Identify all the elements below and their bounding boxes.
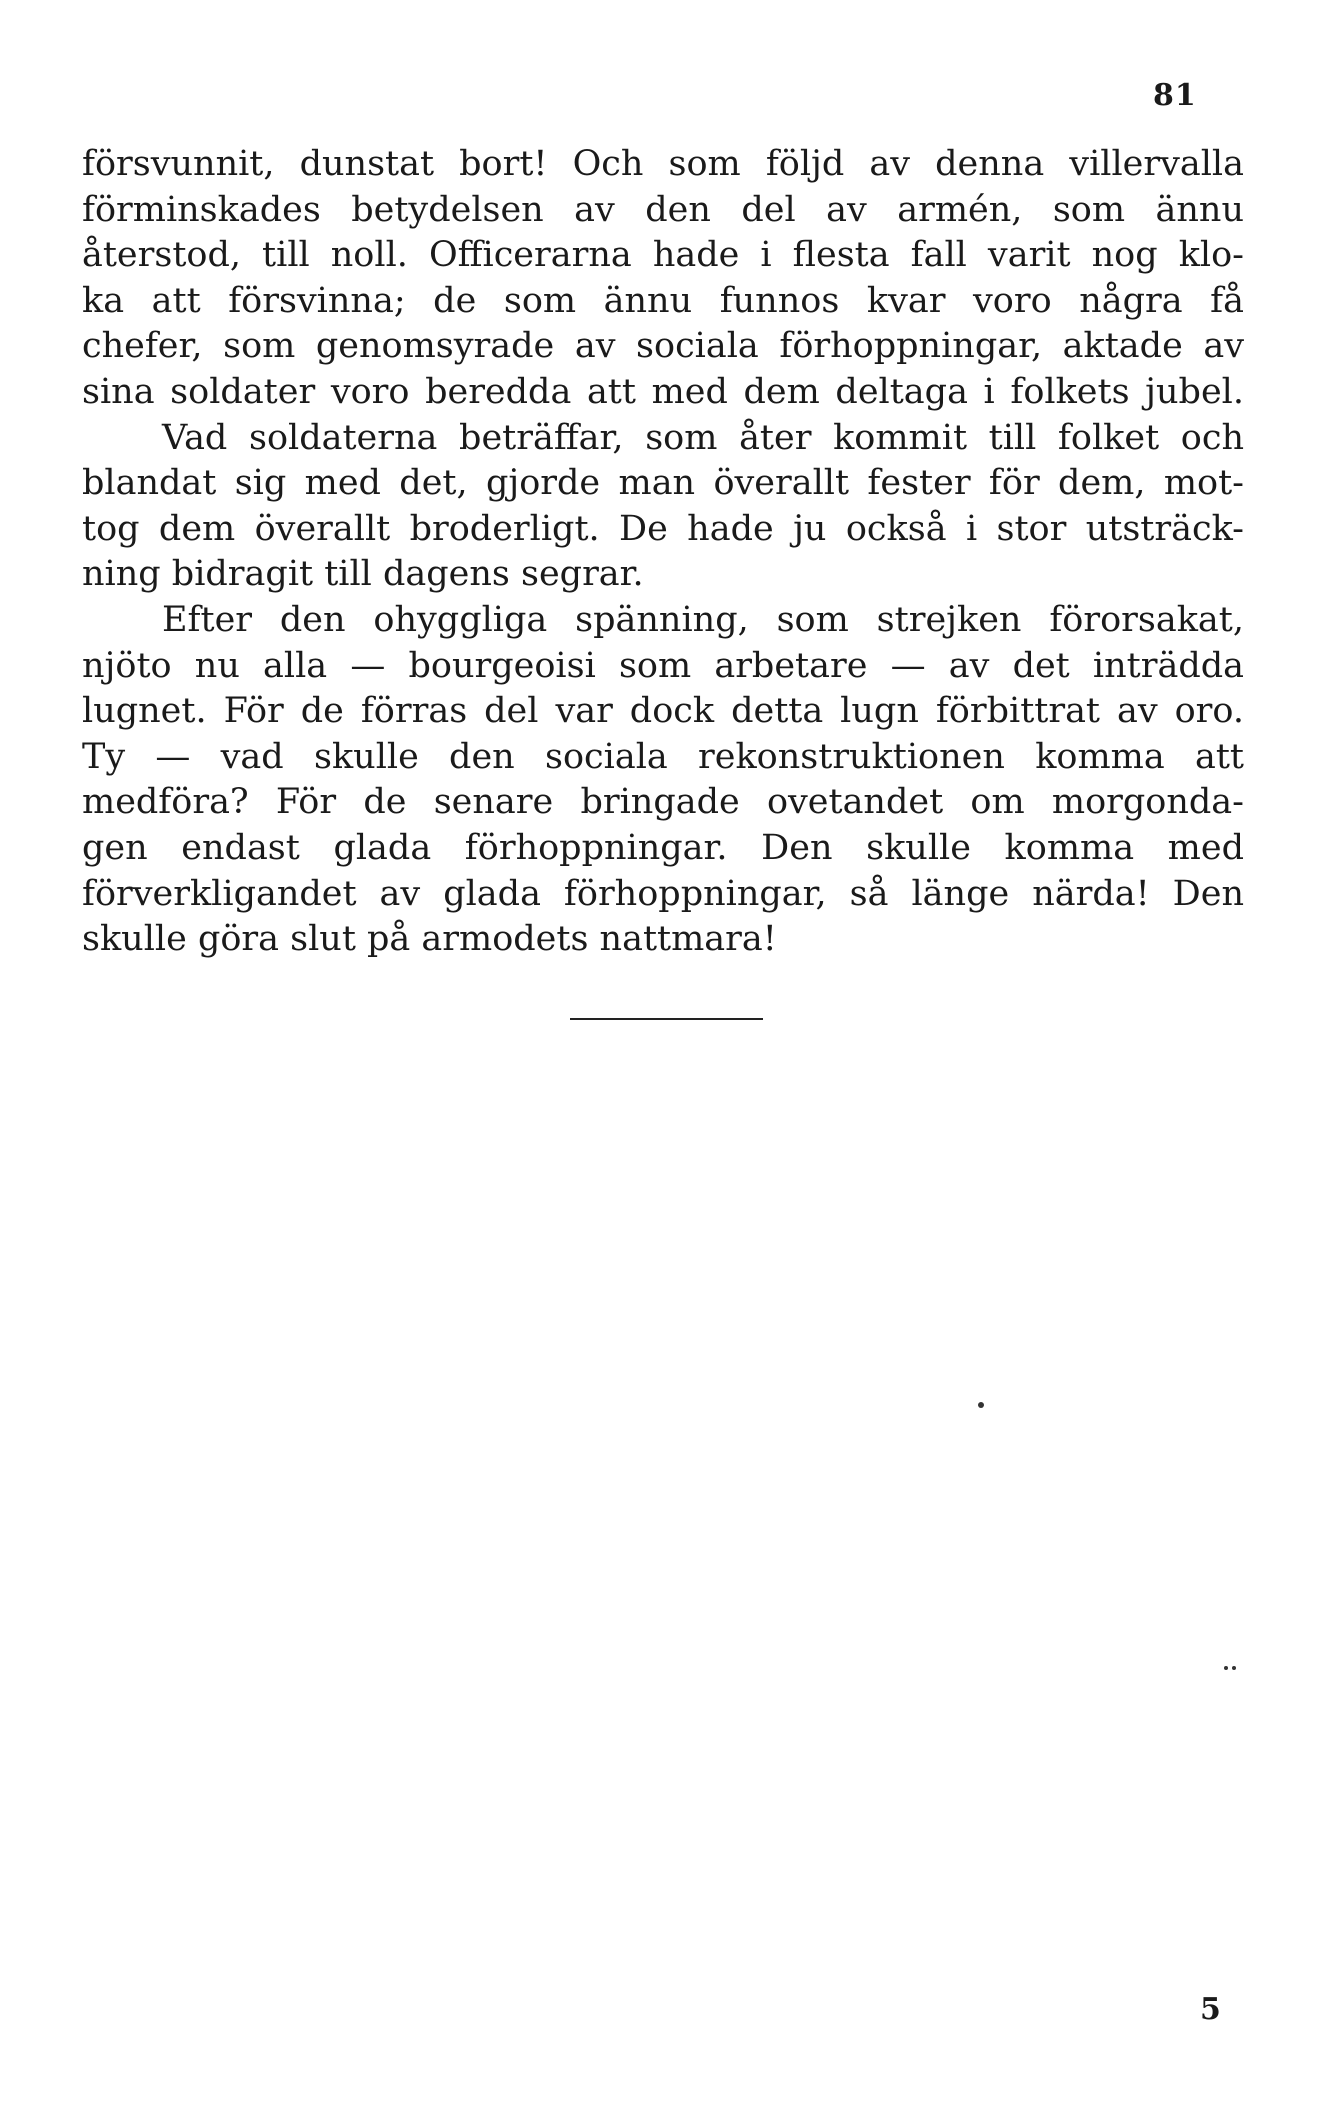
text-line: förminskades betydelsen av den del av armén, som ännu bbox=[82, 189, 1244, 230]
text-line: skulle göra slut på armodets nattmara! bbox=[82, 919, 777, 960]
print-speck bbox=[978, 1402, 984, 1408]
page-number: 81 bbox=[1153, 78, 1197, 113]
text-line: Vad soldaterna beträffar, som åter kommit till folket och bbox=[162, 417, 1244, 458]
text-line: chefer, som genomsyrade av sociala förhoppningar, aktade av bbox=[82, 326, 1244, 367]
section-divider bbox=[570, 1018, 763, 1020]
text-line: gen endast glada förhoppningar. Den skulle komma med bbox=[82, 827, 1244, 868]
text-line: medföra? För de senare bringade ovetandet om morgonda- bbox=[82, 782, 1244, 823]
signature-mark: 5 bbox=[1200, 1992, 1221, 2027]
text-line: Ty — vad skulle den sociala rekonstruktionen komma att bbox=[82, 736, 1244, 777]
text-line: njöto nu alla — bourgeoisi som arbetare — av det inträdda bbox=[82, 645, 1244, 686]
text-line: försvunnit, dunstat bort! Och som följd av denna villervalla bbox=[82, 144, 1244, 184]
text-line: blandat sig med det, gjorde man överallt fester för dem, mot- bbox=[82, 463, 1244, 504]
text-line: ning bidragit till dagens segrar. bbox=[82, 554, 644, 595]
text-line: återstod, till noll. Officerarna hade i flesta fall varit nog klo- bbox=[82, 235, 1244, 276]
body-text bbox=[82, 142, 1244, 963]
text-line: tog dem överallt broderligt. De hade ju också i stor utsträck- bbox=[82, 508, 1244, 549]
print-speck bbox=[1232, 1666, 1236, 1670]
text-line: lugnet. För de förras del var dock detta lugn förbittrat av oro. bbox=[82, 691, 1244, 732]
text-line: sina soldater voro beredda att med dem deltaga i folkets jubel. bbox=[82, 371, 1244, 412]
text-line: förverkligandet av glada förhoppningar, så länge närda! Den bbox=[82, 873, 1244, 914]
print-speck bbox=[1224, 1666, 1228, 1670]
text-line: ka att försvinna; de som ännu funnos kvar voro några få bbox=[82, 280, 1244, 321]
text-line: Efter den ohyggliga spänning, som strejken förorsakat, bbox=[162, 599, 1244, 640]
